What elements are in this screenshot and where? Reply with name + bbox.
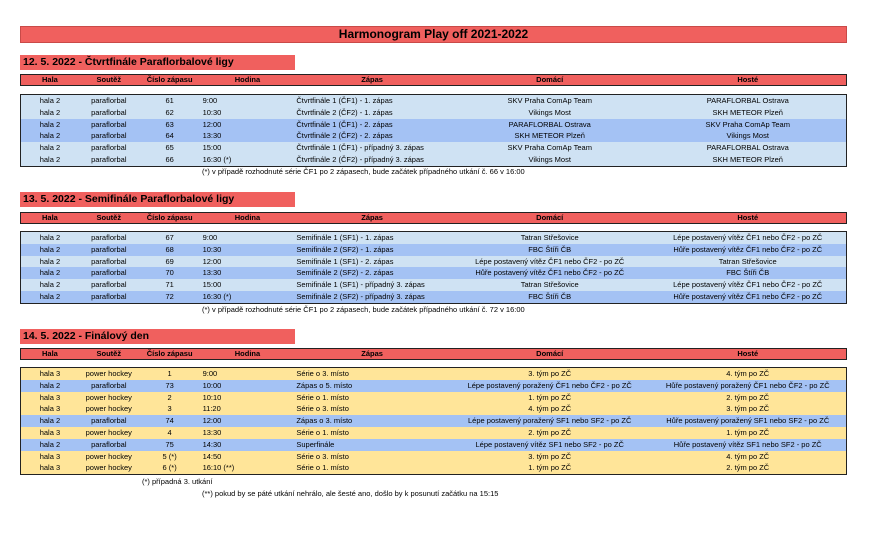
header-domaci: Domácí	[536, 349, 564, 358]
cell-domaci: Lépe postavený vítěz SF1 nebo SF2 - po ZČ	[475, 439, 624, 449]
cell-domaci: 3. tým po ZČ	[528, 451, 572, 461]
note-semifinals: (*) v případě rozhodnuté série ČF1 po 2 zápasech, bude začátek případného utkání č. 72 v 16:00	[202, 305, 525, 314]
cell-soutez: power hockey	[85, 451, 132, 461]
cell-zapas: Zápas o 3. místo	[296, 416, 353, 426]
cell-hala: hala 2	[39, 244, 61, 254]
cell-zapas: Semifinále 2 (SF2) - 2. zápas	[296, 268, 394, 278]
cell-zapas: Série o 3. místo	[296, 451, 349, 461]
cell-zapas: Zápas o 5. místo	[296, 380, 353, 390]
cell-hodina: 9:00	[202, 369, 218, 378]
cell-hala: hala 2	[39, 154, 61, 164]
table-row	[21, 392, 846, 404]
cell-soutez: paraflorbal	[91, 154, 127, 164]
cell-hoste: 1. tým po ZČ	[726, 427, 770, 437]
cell-hala: hala 2	[39, 380, 61, 390]
cell-cislo: 61	[165, 96, 174, 105]
cell-hala: hala 2	[39, 280, 61, 290]
header-hodina: Hodina	[234, 213, 261, 222]
cell-zapas: Čtvrtfinále 2 (ČF2) - případný 3. zápas	[296, 154, 424, 164]
cell-domaci: 4. tým po ZČ	[528, 404, 572, 414]
cell-cislo: 73	[165, 380, 174, 390]
header-cislo: Číslo zápasu	[146, 75, 193, 84]
cell-domaci: Vikings Most	[528, 154, 571, 164]
cell-zapas: Čtvrtfinále 1 (ČF1) - 1. zápas	[296, 96, 393, 105]
cell-cislo: 64	[165, 131, 174, 141]
cell-hoste: Hůře postavený vítěz ČF1 nebo ČF2 - po ZČ	[673, 244, 823, 254]
table-row	[21, 462, 846, 474]
cell-cislo: 75	[165, 439, 174, 449]
cell-hoste: 3. tým po ZČ	[726, 404, 770, 414]
cell-domaci: 3. tým po ZČ	[528, 369, 572, 378]
table-row	[21, 368, 846, 380]
header-hoste: Hosté	[737, 213, 759, 222]
cell-zapas: Semifinále 2 (SF2) - případný 3. zápas	[296, 291, 425, 301]
cell-cislo: 65	[165, 143, 174, 153]
cell-zapas: Série o 3. místo	[296, 369, 349, 378]
cell-hala: hala 2	[39, 439, 61, 449]
cell-hoste: Lépe postavený vítěz ČF1 nebo ČF2 - po ZČ	[673, 233, 823, 242]
cell-soutez: paraflorbal	[91, 416, 127, 426]
table-header-quarterfinals	[20, 74, 847, 86]
cell-domaci: Lépe postavený poražený SF1 nebo SF2 - po ZČ	[468, 416, 632, 426]
cell-hoste: 2. tým po ZČ	[726, 392, 770, 402]
cell-domaci: FBC Štíři ČB	[528, 244, 572, 254]
cell-hodina: 16:30 (*)	[202, 154, 232, 164]
header-hoste: Hosté	[737, 349, 759, 358]
cell-zapas: Semifinále 1 (SF1) - 1. zápas	[296, 233, 394, 242]
cell-hoste: Hůře postavený vítěz ČF1 nebo ČF2 - po ZČ	[673, 291, 823, 301]
table-header-semifinals	[20, 212, 847, 224]
cell-hala: hala 3	[39, 392, 61, 402]
cell-hoste: Vikings Most	[726, 131, 769, 141]
cell-hodina: 10:30	[202, 244, 222, 254]
cell-hodina: 15:00	[202, 143, 222, 153]
cell-soutez: paraflorbal	[91, 280, 127, 290]
cell-soutez: power hockey	[85, 392, 132, 402]
header-domaci: Domácí	[536, 75, 564, 84]
table-header-final-day	[20, 348, 847, 360]
header-zapas: Zápas	[361, 213, 383, 222]
cell-zapas: Čtvrtfinále 1 (ČF1) - případný 3. zápas	[296, 143, 424, 153]
cell-domaci: 1. tým po ZČ	[528, 463, 572, 473]
table-row	[21, 415, 846, 427]
table-row	[21, 244, 846, 256]
cell-hodina: 12:00	[202, 119, 222, 129]
header-soutez: Soutěž	[96, 75, 122, 84]
cell-hodina: 10:10	[202, 392, 222, 402]
cell-domaci: Tatran Střešovice	[520, 233, 579, 242]
table-row	[21, 142, 846, 154]
cell-soutez: paraflorbal	[91, 233, 127, 242]
header-hodina: Hodina	[234, 75, 261, 84]
cell-hodina: 16:30 (*)	[202, 291, 232, 301]
cell-zapas: Superfinále	[296, 439, 335, 449]
table-row	[21, 256, 846, 268]
table-row	[21, 439, 846, 451]
cell-zapas: Série o 1. místo	[296, 392, 349, 402]
cell-hoste: SKV Praha ComAp Team	[705, 119, 790, 129]
cell-zapas: Čtvrtfinále 2 (ČF2) - 1. zápas	[296, 107, 393, 117]
table-final-day	[20, 367, 847, 475]
cell-hodina: 14:50	[202, 451, 222, 461]
table-row	[21, 291, 846, 303]
cell-zapas: Semifinále 2 (SF2) - 1. zápas	[296, 244, 394, 254]
table-row	[21, 267, 846, 279]
cell-hoste: SKH METEOR Plzeň	[712, 107, 783, 117]
cell-cislo: 3	[167, 404, 172, 414]
header-cislo: Číslo zápasu	[146, 349, 193, 358]
cell-cislo: 74	[165, 416, 174, 426]
cell-soutez: paraflorbal	[91, 131, 127, 141]
cell-hala: hala 3	[39, 369, 61, 378]
cell-zapas: Čtvrtfinále 2 (ČF2) - 2. zápas	[296, 131, 393, 141]
note-final-day-2: (**) pokud by se páté utkání nehrálo, ale šesté ano, došlo by k posunutí začátku na 15:15	[202, 489, 499, 498]
cell-domaci: FBC Štíři ČB	[528, 291, 572, 301]
cell-cislo: 69	[165, 256, 174, 266]
cell-hala: hala 2	[39, 143, 61, 153]
cell-hodina: 16:10 (**)	[202, 463, 235, 473]
cell-soutez: power hockey	[85, 427, 132, 437]
cell-cislo: 4	[167, 427, 172, 437]
cell-domaci: 1. tým po ZČ	[528, 392, 572, 402]
cell-hodina: 10:30	[202, 107, 222, 117]
header-hodina: Hodina	[234, 349, 261, 358]
cell-hodina: 15:00	[202, 280, 222, 290]
cell-hala: hala 2	[39, 268, 61, 278]
cell-hala: hala 2	[39, 256, 61, 266]
cell-soutez: paraflorbal	[91, 119, 127, 129]
cell-soutez: paraflorbal	[91, 439, 127, 449]
cell-cislo: 68	[165, 244, 174, 254]
cell-zapas: Série o 1. místo	[296, 463, 349, 473]
cell-zapas: Série o 3. místo	[296, 404, 349, 414]
cell-hodina: 13:30	[202, 268, 222, 278]
cell-cislo: 66	[165, 154, 174, 164]
cell-zapas: Semifinále 1 (SF1) - případný 3. zápas	[296, 280, 425, 290]
cell-cislo: 6 (*)	[162, 463, 177, 473]
cell-hodina: 13:30	[202, 131, 222, 141]
cell-hodina: 14:30	[202, 439, 222, 449]
cell-soutez: paraflorbal	[91, 291, 127, 301]
table-row	[21, 232, 846, 244]
table-semifinals	[20, 231, 847, 304]
cell-hala: hala 2	[39, 416, 61, 426]
cell-hoste: 4. tým po ZČ	[726, 451, 770, 461]
header-hoste: Hosté	[737, 75, 759, 84]
header-cislo: Číslo zápasu	[146, 213, 193, 222]
cell-zapas: Semifinále 1 (SF1) - 2. zápas	[296, 256, 394, 266]
cell-domaci: SKH METEOR Plzeň	[514, 131, 585, 141]
cell-hodina: 10:00	[202, 380, 222, 390]
cell-hala: hala 3	[39, 463, 61, 473]
cell-soutez: power hockey	[85, 463, 132, 473]
table-row	[21, 380, 846, 392]
cell-hoste: FBC Štíři ČB	[726, 268, 770, 278]
header-hala: Hala	[42, 213, 58, 222]
header-zapas: Zápas	[361, 349, 383, 358]
table-row	[21, 451, 846, 463]
page-title: Harmonogram Play off 2021-2022	[20, 26, 847, 43]
cell-hodina: 13:30	[202, 427, 222, 437]
section-title-semifinals: 13. 5. 2022 - Semifinále Paraflorbalové ligy	[20, 192, 295, 207]
cell-cislo: 72	[165, 291, 174, 301]
cell-hoste: Tatran Střešovice	[718, 256, 777, 266]
cell-hala: hala 2	[39, 96, 61, 105]
cell-hoste: Lépe postavený vítěz ČF1 nebo ČF2 - po ZČ	[673, 280, 823, 290]
cell-cislo: 62	[165, 107, 174, 117]
cell-domaci: Lépe postavený vítěz ČF1 nebo ČF2 - po ZČ	[475, 256, 625, 266]
cell-hodina: 12:00	[202, 416, 222, 426]
cell-soutez: power hockey	[85, 404, 132, 414]
header-soutez: Soutěž	[96, 213, 122, 222]
header-domaci: Domácí	[536, 213, 564, 222]
section-title-quarterfinals: 12. 5. 2022 - Čtvrtfinále Paraflorbalové ligy	[20, 55, 295, 70]
table-row	[21, 95, 846, 107]
cell-domaci: 2. tým po ZČ	[528, 427, 572, 437]
cell-hodina: 11:20	[202, 404, 221, 414]
cell-soutez: paraflorbal	[91, 96, 127, 105]
cell-soutez: paraflorbal	[91, 256, 127, 266]
cell-hoste: PARAFLORBAL Ostrava	[706, 96, 789, 105]
cell-hoste: PARAFLORBAL Ostrava	[706, 143, 789, 153]
table-quarterfinals	[20, 94, 847, 167]
cell-cislo: 70	[165, 268, 174, 278]
cell-zapas: Čtvrtfinále 1 (ČF1) - 2. zápas	[296, 119, 393, 129]
cell-cislo: 5 (*)	[162, 451, 177, 461]
note-quarterfinals: (*) v případě rozhodnuté série ČF1 po 2 zápasech, bude začátek případného utkání č. 66 v 16:00	[202, 167, 525, 176]
note-final-day-1: (*) případná 3. utkání	[142, 477, 213, 486]
cell-soutez: paraflorbal	[91, 380, 127, 390]
header-hala: Hala	[42, 75, 58, 84]
cell-soutez: paraflorbal	[91, 143, 127, 153]
cell-domaci: Vikings Most	[528, 107, 571, 117]
cell-cislo: 1	[167, 369, 172, 378]
header-hala: Hala	[42, 349, 58, 358]
cell-zapas: Série o 1. místo	[296, 427, 349, 437]
cell-hodina: 9:00	[202, 96, 218, 105]
cell-cislo: 71	[165, 280, 174, 290]
cell-soutez: paraflorbal	[91, 268, 127, 278]
cell-domaci: Lépe postavený poražený ČF1 nebo ČF2 - po ZČ	[467, 380, 632, 390]
cell-hoste: 2. tým po ZČ	[726, 463, 770, 473]
cell-hodina: 9:00	[202, 233, 218, 242]
table-row	[21, 427, 846, 439]
cell-hoste: Hůře postavený poražený SF1 nebo SF2 - po ZČ	[666, 416, 830, 426]
table-row	[21, 279, 846, 291]
cell-domaci: SKV Praha ComAp Team	[507, 143, 592, 153]
cell-soutez: paraflorbal	[91, 107, 127, 117]
cell-hoste: Hůře postavený vítěz SF1 nebo SF2 - po ZČ	[673, 439, 822, 449]
cell-hala: hala 2	[39, 119, 61, 129]
cell-cislo: 67	[165, 233, 174, 242]
cell-cislo: 63	[165, 119, 174, 129]
header-zapas: Zápas	[361, 75, 383, 84]
cell-hala: hala 2	[39, 233, 61, 242]
cell-cislo: 2	[167, 392, 172, 402]
table-row	[21, 403, 846, 415]
cell-domaci: Hůře postavený vítěz ČF1 nebo ČF2 - po ZČ	[475, 268, 625, 278]
section-title-final-day: 14. 5. 2022 - Finálový den	[20, 329, 295, 344]
cell-hoste: Hůře postavený poražený ČF1 nebo ČF2 - po ZČ	[665, 380, 830, 390]
cell-hala: hala 3	[39, 404, 61, 414]
cell-soutez: paraflorbal	[91, 244, 127, 254]
cell-hala: hala 2	[39, 107, 61, 117]
header-soutez: Soutěž	[96, 349, 122, 358]
cell-hoste: SKH METEOR Plzeň	[712, 154, 783, 164]
table-row	[21, 119, 846, 131]
cell-hoste: 4. tým po ZČ	[726, 369, 770, 378]
cell-hala: hala 2	[39, 291, 61, 301]
cell-domaci: SKV Praha ComAp Team	[507, 96, 592, 105]
table-row	[21, 130, 846, 142]
cell-soutez: power hockey	[85, 369, 132, 378]
cell-domaci: PARAFLORBAL Ostrava	[508, 119, 591, 129]
cell-hala: hala 2	[39, 131, 61, 141]
cell-hodina: 12:00	[202, 256, 222, 266]
table-row	[21, 107, 846, 119]
cell-hala: hala 3	[39, 427, 61, 437]
cell-hala: hala 3	[39, 451, 61, 461]
table-row	[21, 154, 846, 166]
cell-domaci: Tatran Střešovice	[520, 280, 579, 290]
